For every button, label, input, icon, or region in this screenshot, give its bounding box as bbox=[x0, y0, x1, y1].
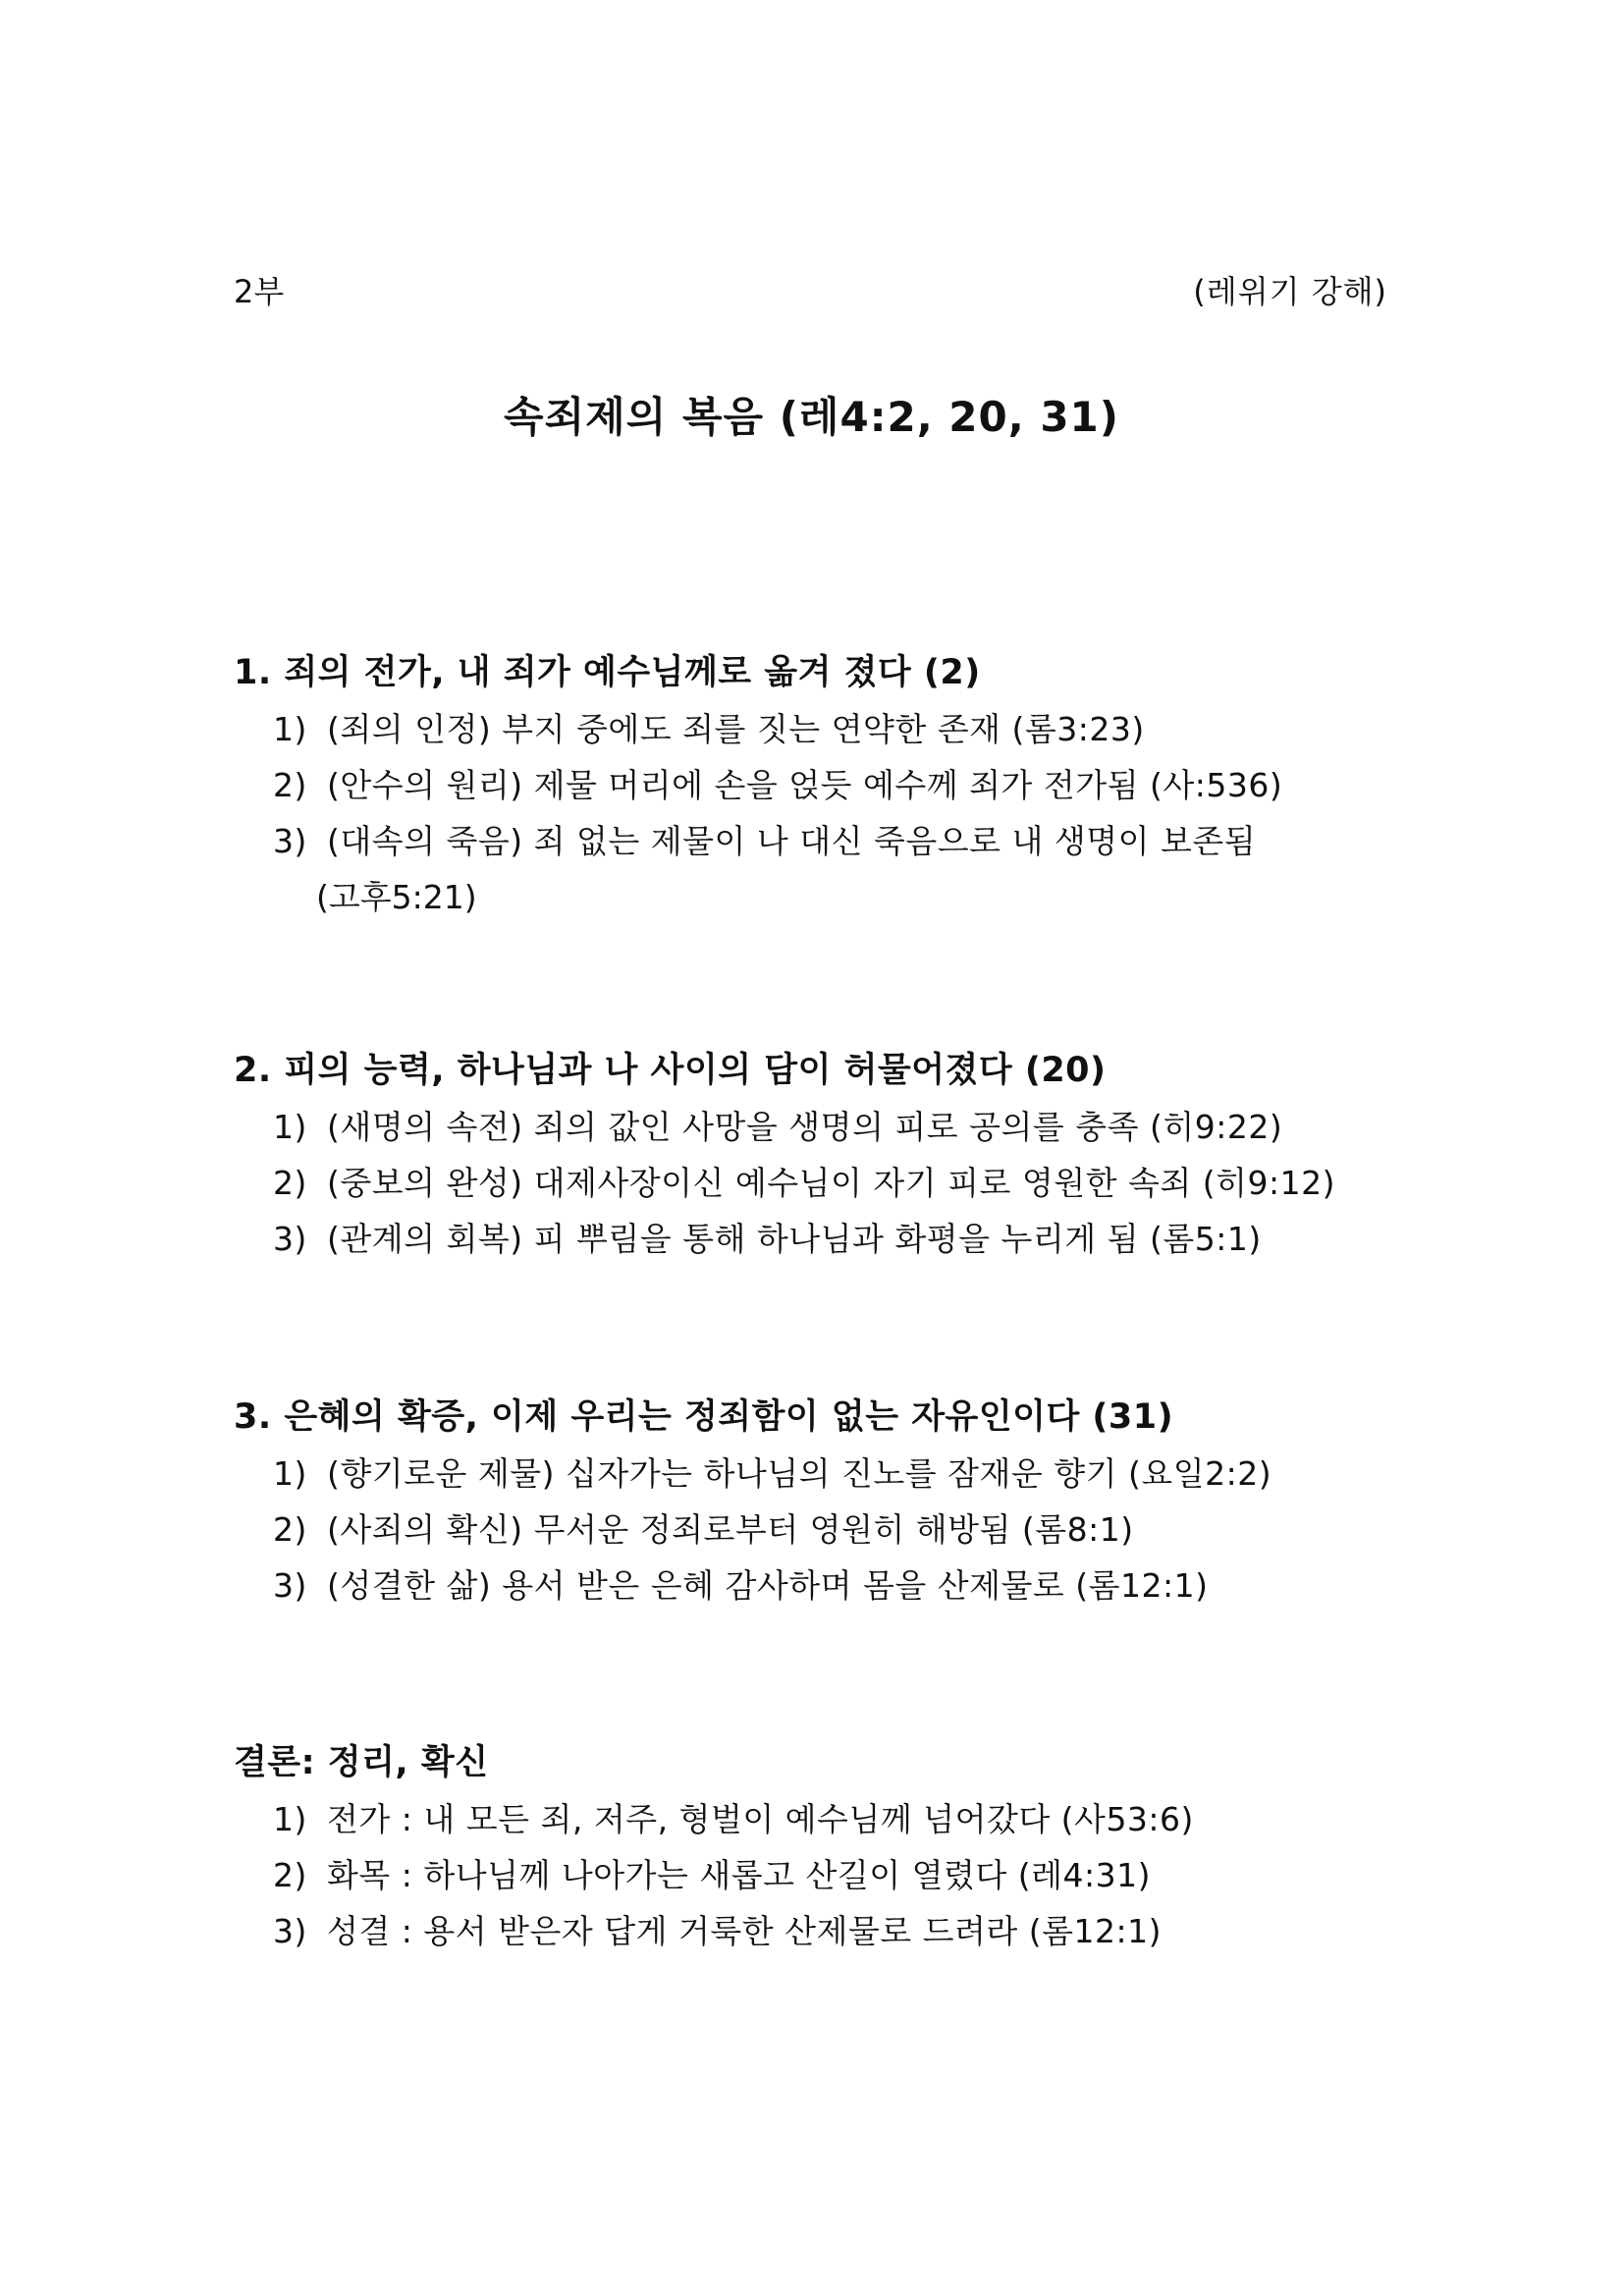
list-item bbox=[234, 813, 1412, 869]
item-text: (향기로운 제물) 십자가는 하나님의 진노를 잠재운 향기 (요일2:2) bbox=[327, 1454, 1272, 1493]
item-number: 1) bbox=[273, 1108, 307, 1146]
item-number: 3) bbox=[273, 1220, 307, 1258]
list-item bbox=[234, 1903, 1412, 1959]
item-text: 화목 : 하나님께 나아가는 새롭고 산길이 열렸다 (레4:31) bbox=[327, 1856, 1151, 1894]
item-text: 전가 : 내 모든 죄, 저주, 형벌이 예수님께 넘어갔다 (사53:6) bbox=[327, 1800, 1194, 1838]
section-3 bbox=[234, 1393, 1412, 1613]
item-text: (대속의 죽음) 죄 없는 제물이 나 대신 죽음으로 내 생명이 보존됨 bbox=[327, 822, 1257, 860]
item-number: 2) bbox=[273, 1510, 307, 1549]
item-text: (중보의 완성) 대제사장이신 예수님이 자기 피로 영원한 속죄 (히9:12) bbox=[327, 1164, 1335, 1202]
section-conclusion bbox=[234, 1738, 1412, 1959]
list-item bbox=[234, 757, 1412, 813]
item-number: 1) bbox=[273, 1454, 307, 1493]
list-item bbox=[234, 1155, 1412, 1211]
list-item bbox=[234, 1099, 1412, 1155]
section-heading: 결론: 정리, 확신 bbox=[234, 1743, 489, 1782]
list-item bbox=[234, 1211, 1412, 1267]
page-title: 속죄제의 복음 (레4:2, 20, 31) bbox=[504, 393, 1119, 441]
section-1 bbox=[234, 648, 1412, 925]
item-text: (성결한 삶) 용서 받은 은혜 감사하며 몸을 산제물로 (롬12:1) bbox=[327, 1566, 1209, 1605]
series-label: (레위기 강해) bbox=[1193, 273, 1387, 310]
item-text: 성결 : 용서 받은자 답게 거룩한 산제물로 드려라 (롬12:1) bbox=[327, 1912, 1162, 1950]
list-item bbox=[234, 701, 1412, 757]
item-number: 3) bbox=[273, 822, 307, 860]
item-text: (사죄의 확신) 무서운 정죄로부터 영원히 해방됨 (롬8:1) bbox=[327, 1510, 1134, 1549]
section-heading: 1. 죄의 전가, 내 죄가 예수님께로 옮겨 졌다 (2) bbox=[234, 653, 981, 692]
list-item bbox=[234, 1502, 1412, 1558]
item-text: (관계의 회복) 피 뿌림을 통해 하나님과 화평을 누리게 됨 (롬5:1) bbox=[327, 1220, 1262, 1258]
item-number: 3) bbox=[273, 1912, 307, 1950]
item-text: (새명의 속전) 죄의 값인 사망을 생명의 피로 공의를 충족 (히9:22) bbox=[327, 1108, 1283, 1146]
list-item bbox=[234, 1446, 1412, 1502]
item-number: 2) bbox=[273, 766, 307, 804]
item-number: 2) bbox=[273, 1856, 307, 1894]
item-number: 3) bbox=[273, 1566, 307, 1605]
section-heading: 2. 피의 능력, 하나님과 나 사이의 담이 허물어졌다 (20) bbox=[234, 1051, 1107, 1090]
item-number: 1) bbox=[273, 1800, 307, 1838]
list-item bbox=[234, 1558, 1412, 1613]
item-continuation: (고후5:21) bbox=[316, 878, 477, 916]
item-text: (안수의 원리) 제물 머리에 손을 얹듯 예수께 죄가 전가됨 (사:536) bbox=[327, 766, 1283, 804]
part-label: 2부 bbox=[234, 273, 285, 310]
item-number: 1) bbox=[273, 710, 307, 748]
item-number: 2) bbox=[273, 1164, 307, 1202]
section-2 bbox=[234, 1046, 1412, 1267]
section-heading: 3. 은혜의 확증, 이제 우리는 정죄함이 없는 자유인이다 (31) bbox=[234, 1397, 1174, 1437]
list-item bbox=[234, 1791, 1412, 1847]
item-text: (죄의 인정) 부지 중에도 죄를 짓는 연약한 존재 (롬3:23) bbox=[327, 710, 1145, 748]
list-item bbox=[234, 1847, 1412, 1903]
